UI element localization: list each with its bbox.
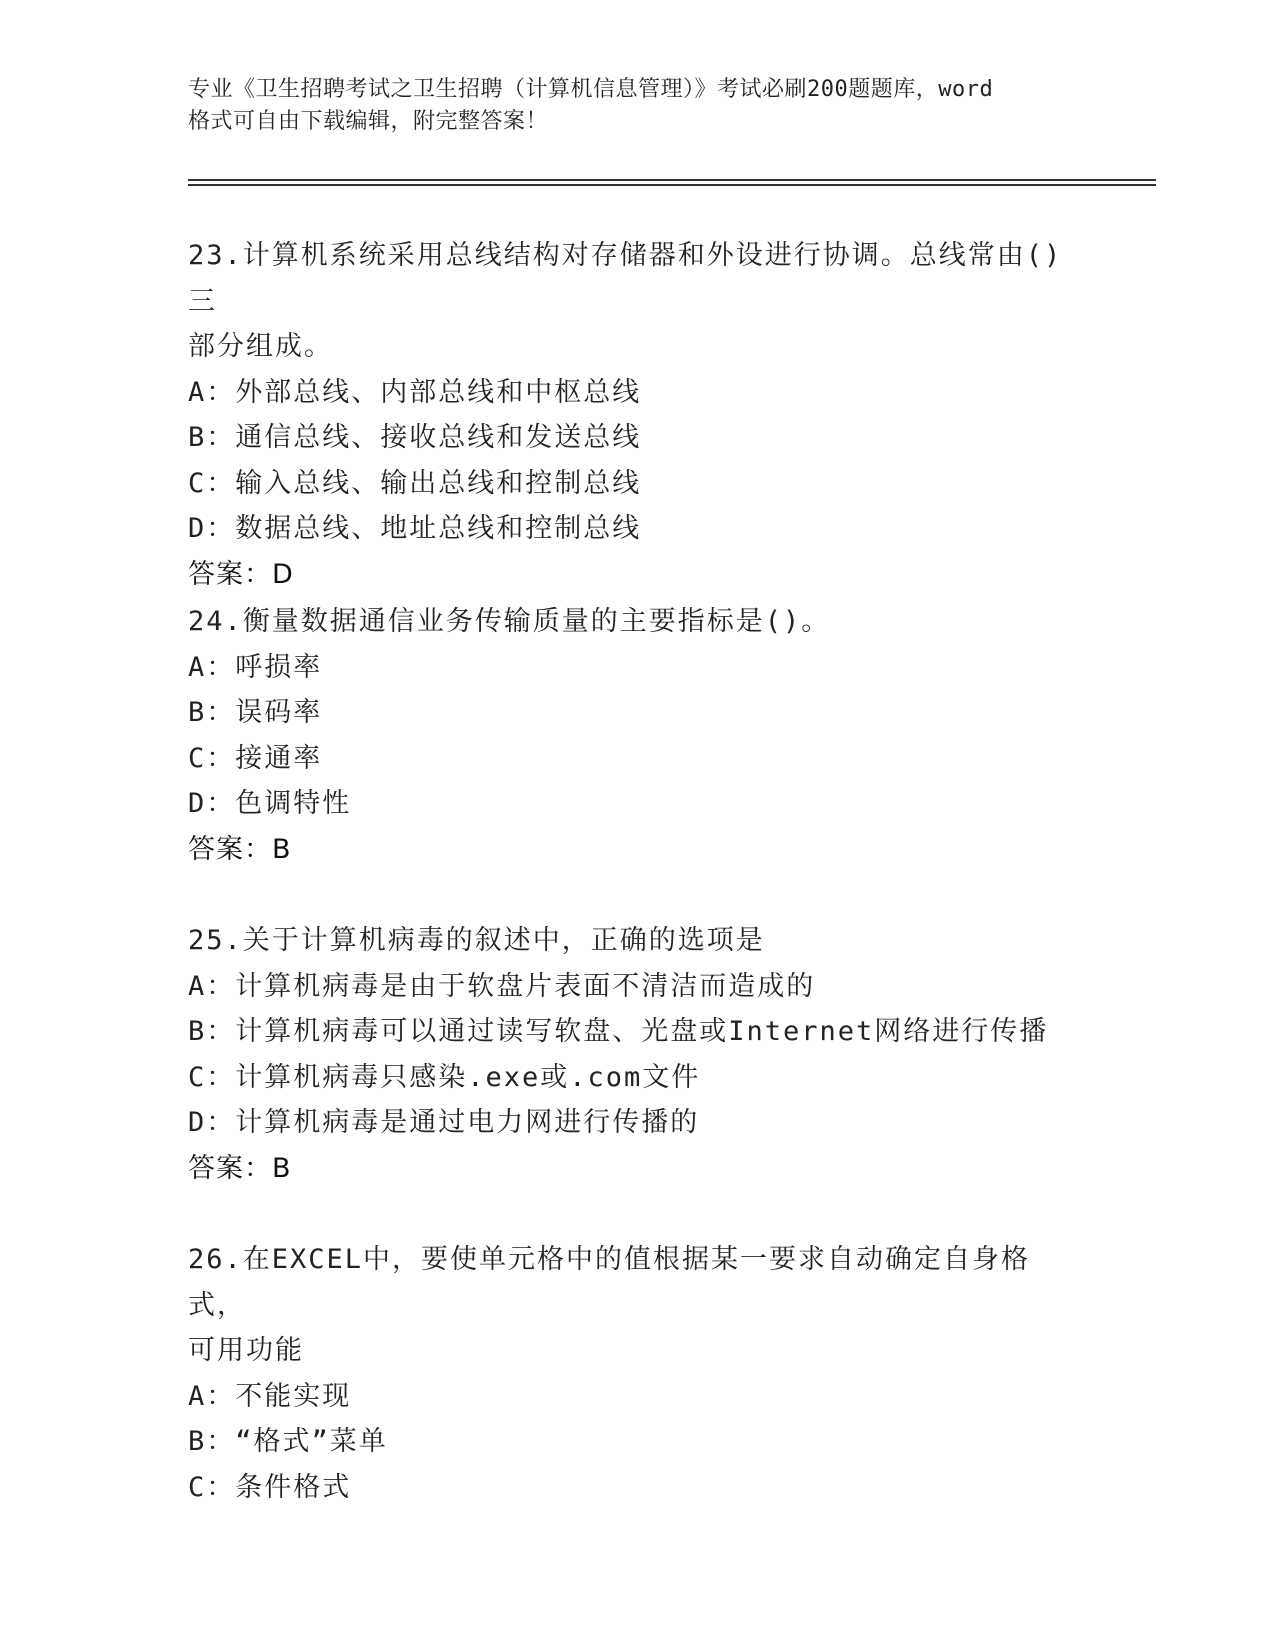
option-b: B：“格式”菜单 xyxy=(188,1426,388,1457)
question-26 xyxy=(188,1237,1088,1510)
question-stem-line-1: 24.衡量数据通信业务传输质量的主要指标是()。 xyxy=(188,606,831,637)
header-divider-top xyxy=(188,179,1156,181)
question-stem-line-1: 23.计算机系统采用总线结构对存储器和外设进行协调。总线常由()三 xyxy=(188,240,1063,317)
question-25 xyxy=(188,918,1088,1191)
option-c: C：计算机病毒只感染.exe或.com文件 xyxy=(188,1061,701,1093)
option-a: A：不能实现 xyxy=(188,1380,352,1412)
header-line-2: 格式可自由下载编辑，附完整答案！ xyxy=(188,109,549,134)
question-stem-line-2: 可用功能 xyxy=(188,1335,304,1366)
header-divider-bottom xyxy=(188,184,1156,186)
option-d: D：色调特性 xyxy=(188,788,352,819)
option-b: B：误码率 xyxy=(188,697,323,728)
option-b: B：计算机病毒可以通过读写软盘、光盘或Internet网络进行传播 xyxy=(188,1016,1049,1047)
option-a: A：外部总线、内部总线和中枢总线 xyxy=(188,376,642,408)
document-header xyxy=(188,74,1088,138)
answer: 答案：D xyxy=(188,558,294,590)
question-24 xyxy=(188,599,1088,872)
option-c: C：输入总线、输出总线和控制总线 xyxy=(188,467,642,499)
option-d: D：计算机病毒是通过电力网进行传播的 xyxy=(188,1107,700,1138)
option-d: D：数据总线、地址总线和控制总线 xyxy=(188,513,642,544)
option-b: B：通信总线、接收总线和发送总线 xyxy=(188,422,642,453)
option-c: C：条件格式 xyxy=(188,1471,352,1503)
question-23 xyxy=(188,233,1088,597)
option-a: A：计算机病毒是由于软盘片表面不清洁而造成的 xyxy=(188,970,816,1002)
option-a: A：呼损率 xyxy=(188,651,323,683)
question-stem-line-2: 部分组成。 xyxy=(188,331,333,362)
header-line-1: 专业《卫生招聘考试之卫生招聘（计算机信息管理）》考试必刷200题题库，word xyxy=(188,77,994,102)
option-c: C：接通率 xyxy=(188,742,323,774)
question-stem-line-1: 26.在EXCEL中，要使单元格中的值根据某一要求自动确定自身格式， xyxy=(188,1244,1031,1321)
answer: 答案：B xyxy=(188,833,292,865)
question-stem-line-1: 25.关于计算机病毒的叙述中，正确的选项是 xyxy=(188,925,765,956)
answer: 答案：B xyxy=(188,1152,292,1184)
